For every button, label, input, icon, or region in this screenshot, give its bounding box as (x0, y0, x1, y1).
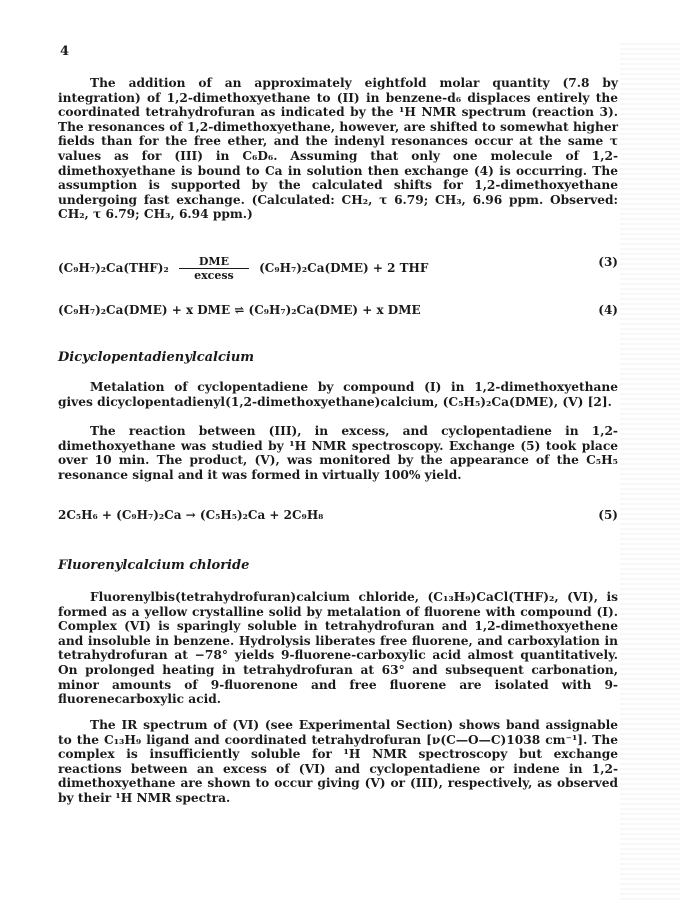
paragraph-dme-addition: The addition of an approximately eightfold molar quantity (7.8 by integration) of 1,2-dimethoxyethane to (II) in benzene-d₆ displaces entirely the coordinated tetrahydrofuran as indicated by the ¹H NMR spectrum (reaction 3). The resonances of 1,2-dimethoxyethane, however, are shifted to somewhat higher fields than for the free ether, and the indenyl resonances occur at the same τ values as for (III) in C₆D₆. Assuming that only one molecule of 1,2-dimethoxyethane is bound to Ca in solution then exchange (4) is occurring. The assumption is supported by the calculated shifts for 1,2-dimethoxyethane undergoing fast exchange. (Calculated: CH₂, τ 6.79; CH₃, 6.96 ppm. Observed: CH₂, τ 6.79; CH₃, 6.94 ppm.) (58, 76, 618, 222)
paragraph-ir-spectrum: The IR spectrum of (VI) (see Experimental Section) shows band assignable to the C₁₃H₉ ligand and coordinated tetrahydrofuran [ν(C—O—C)1038 cm⁻¹]. The complex is insufficiently soluble for ¹H NMR spectroscopy but exchange reactions between an excess of (VI) and cyclopentadiene or indene in 1,2-dimethoxyethane are shown to occur giving (V) or (III), respectively, as observed by their ¹H NMR spectra. (58, 718, 618, 805)
equation-3-number: (3) (598, 255, 618, 269)
equation-4-text: (C₉H₇)₂Ca(DME) + x DME ⇌ (C₉H₇)₂Ca(DME) + x DME (58, 303, 421, 317)
paragraph-fluorenyl: Fluorenylbis(tetrahydrofuran)calcium chloride, (C₁₃H₉)CaCl(THF)₂, (VI), is formed as a yellow crystalline solid by metalation of fluorene with compound (I). Complex (VI) is sparingly soluble in tetrahydrofuran and 1,2-dimethoxyethene and insoluble in benzene. Hydrolysis liberates free fluorene, and carboxylation in tetrahydrofuran at −78° yields 9-fluorene-carboxylic acid almost quantitatively. On prolonged heating in tetrahydrofuran at 63° and subsequent carbonation, minor amounts of 9-fluorenone and free fluorene are isolated with 9-fluorenecarboxylic acid. (58, 590, 618, 707)
equation-3-below: excess (194, 269, 234, 282)
section-heading-dicyclopentadienylcalcium: Dicyclopentadienylcalcium (58, 350, 255, 365)
paragraph-reaction: The reaction between (III), in excess, and cyclopentadiene in 1,2-dimethoxyethane was studied by ¹H NMR spectroscopy. Exchange (5) took place over 10 min. The product, (V), was monitored by the appearance of the C₅H₅ resonance signal and it was formed in virtually 100% yield. (58, 424, 618, 482)
equation-5 (58, 508, 618, 522)
section-heading-fluorenylcalcium-chloride: Fluorenylcalcium chloride (58, 558, 250, 573)
equation-5-number: (5) (598, 508, 618, 522)
equation-3-left: (C₉H₇)₂Ca(THF)₂ (58, 261, 169, 275)
equation-3-arrow (179, 255, 249, 282)
scan-noise (620, 40, 680, 900)
equation-3-above: DME (198, 255, 229, 268)
equation-5-text: 2C₅H₆ + (C₉H₇)₂Ca → (C₅H₅)₂Ca + 2C₉H₈ (58, 508, 324, 522)
equation-4 (58, 303, 618, 317)
equation-3 (58, 255, 618, 282)
equation-3-right: (C₉H₇)₂Ca(DME) + 2 THF (259, 261, 429, 275)
paragraph-metalation: Metalation of cyclopentadiene by compound (I) in 1,2-dimethoxyethane gives dicyclopentadienyl(1,2-dimethoxyethane)calcium, (C₅H₅)₂Ca(DME), (V) [2]. (58, 380, 618, 409)
equation-4-number: (4) (598, 303, 618, 317)
page-number: 4 (60, 44, 70, 59)
